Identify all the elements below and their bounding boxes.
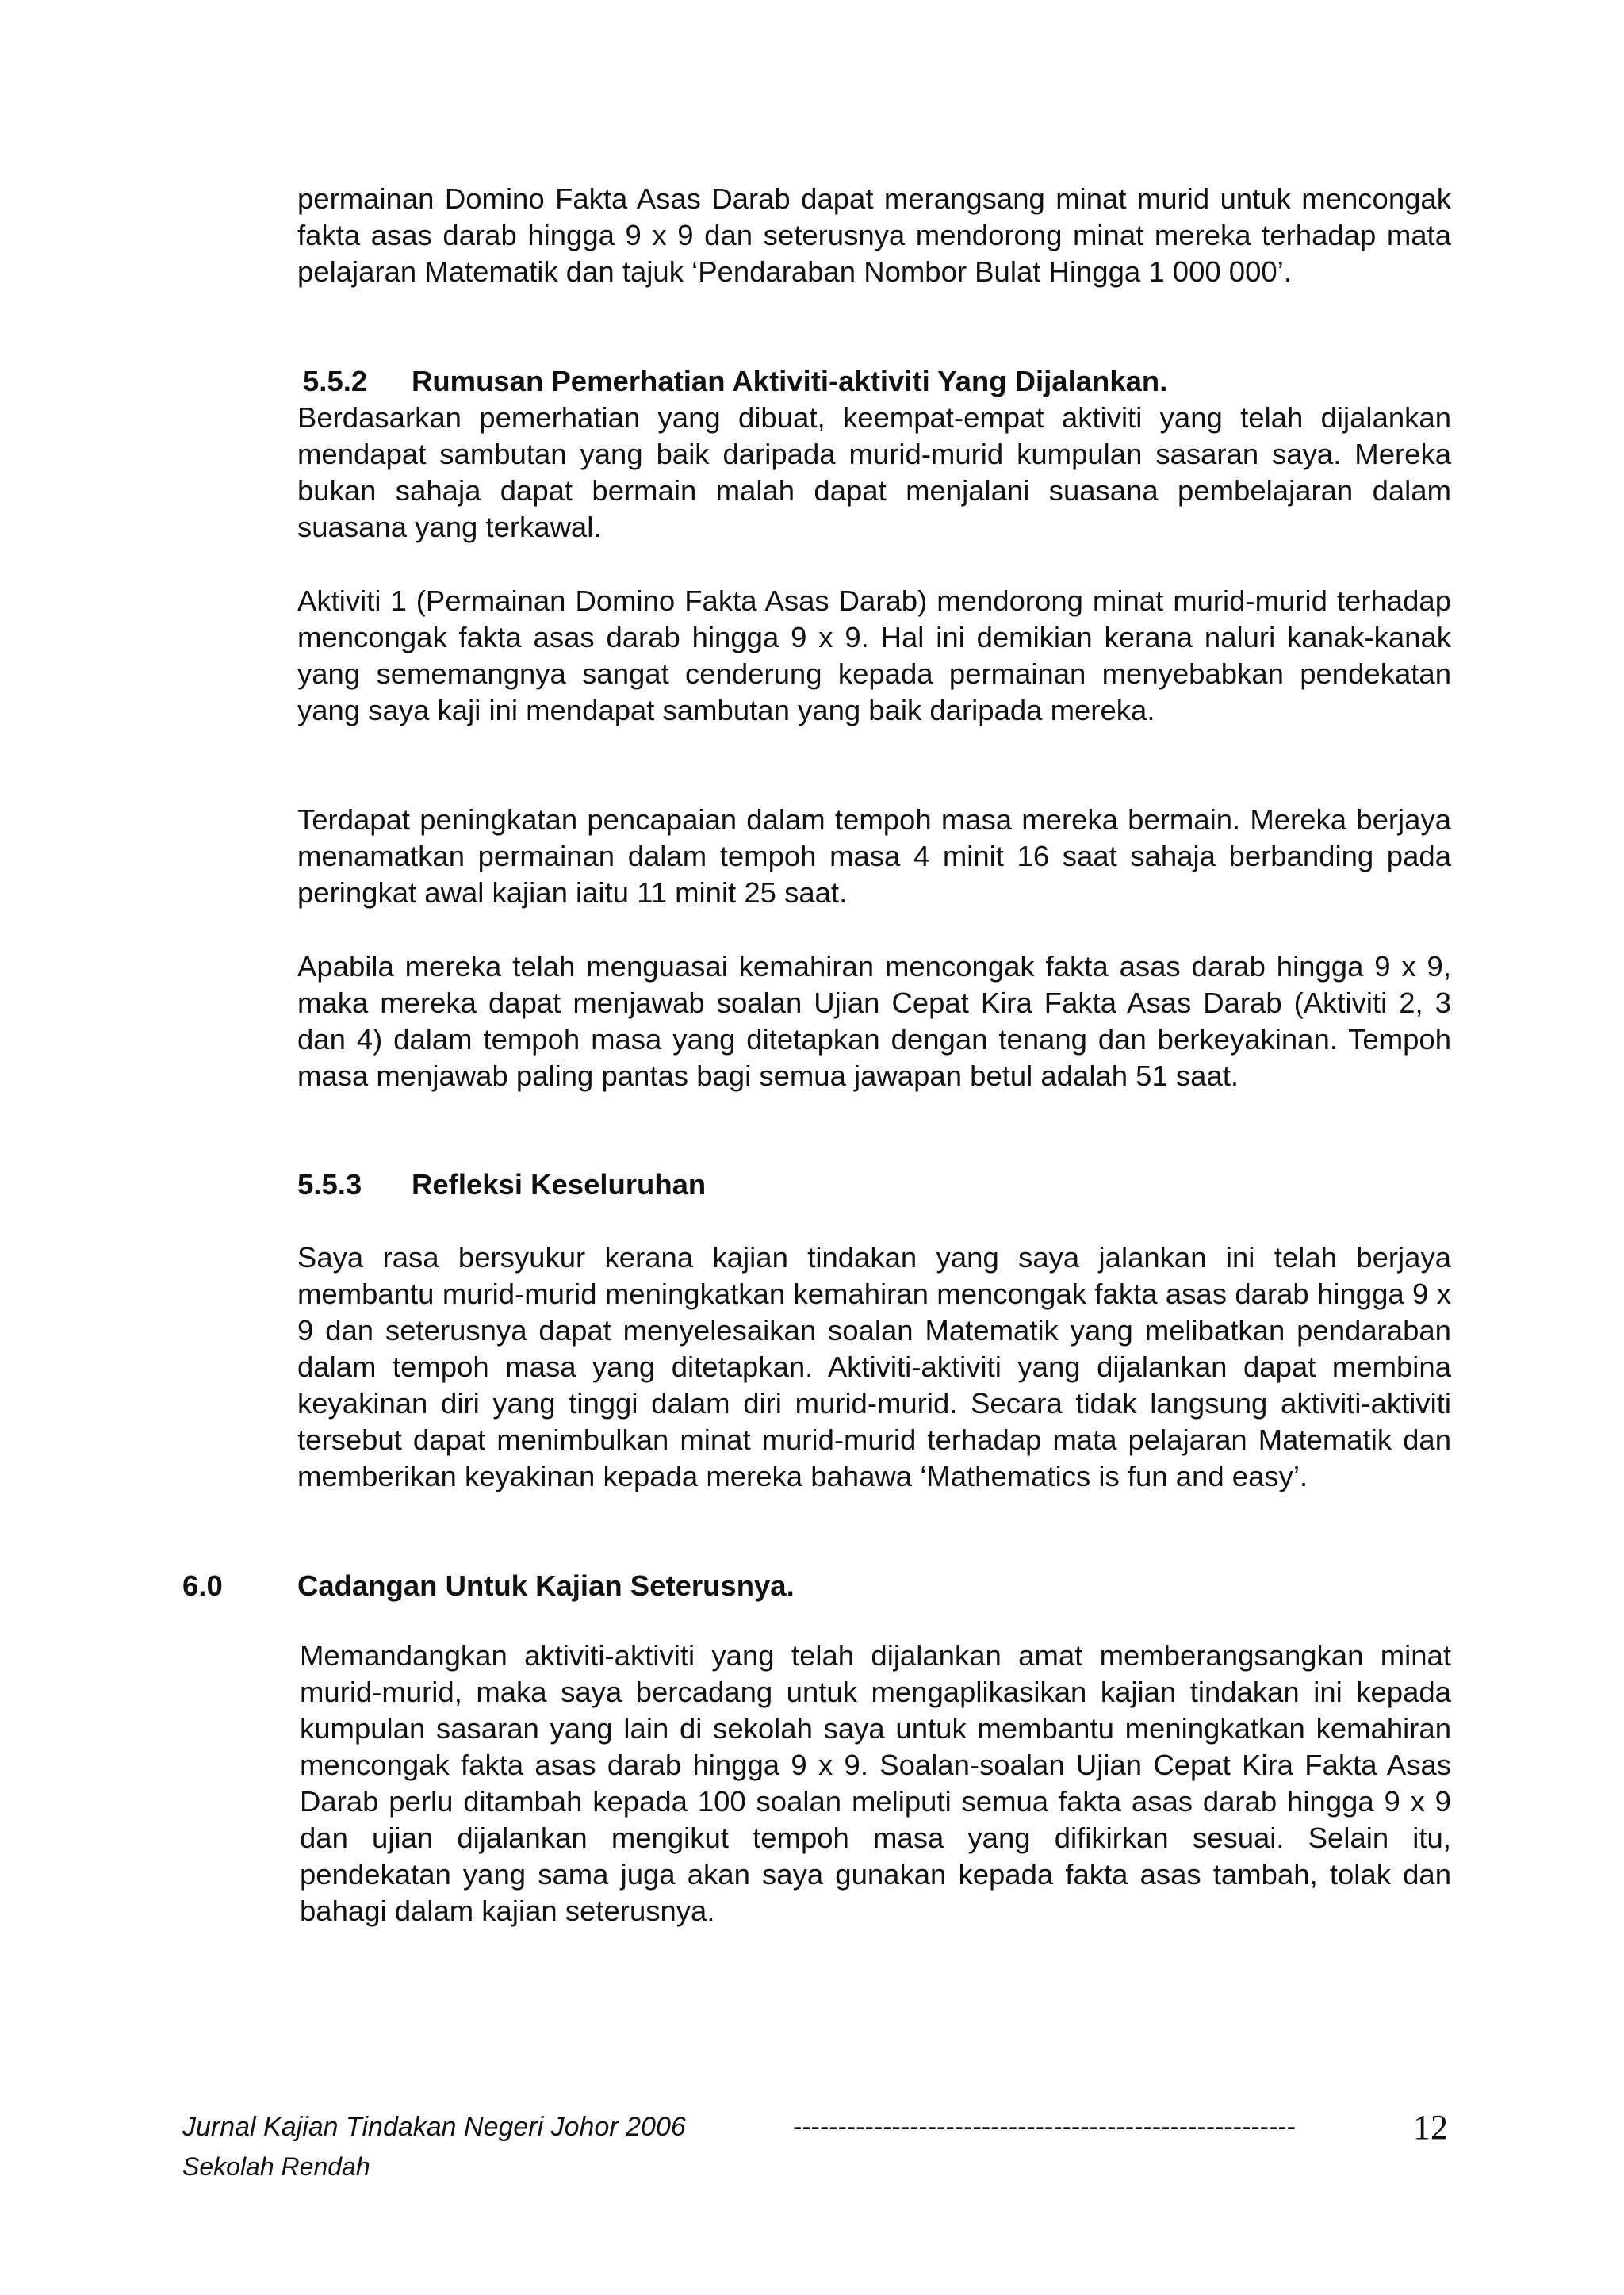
footer-subtitle: Sekolah Rendah bbox=[182, 2152, 370, 2181]
intro-text: permainan Domino Fakta Asas Darab dapat merangsang minat murid untuk mencongak fakta asas darab hingga 9 x 9 dan seterusnya mendorong minat mereka terhadap mata pelajaran Matematik dan tajuk ‘Pendaraban Nombor Bulat Hingga 1 000 000’. bbox=[297, 182, 1451, 288]
section-5-5-2-paragraph-1 bbox=[297, 400, 1451, 546]
paragraph-text: Berdasarkan pemerhatian yang dibuat, keempat-empat aktiviti yang telah dijalankan mendapat sambutan yang baik daripada murid-murid kumpulan sasaran saya. Mereka bukan sahaja dapat bermain malah dapat menjalani suasana pembelajaran dalam suasana yang terkawal. bbox=[297, 401, 1451, 543]
paragraph-text: Saya rasa bersyukur kerana kajian tindakan yang saya jalankan ini telah berjaya membantu murid-murid meningkatkan kemahiran mencongak fakta asas darab hingga 9 x 9 dan seterusnya dapat menyelesaikan soalan Matematik yang melibatkan pendaraban dalam tempoh masa yang ditetapkan. Aktiviti-aktiviti yang dijalankan dapat membina keyakinan diri yang tinggi dalam diri murid-murid. Secara tidak langsung aktiviti-aktiviti tersebut dapat menimbulkan minat murid-murid terhadap mata pelajaran Matematik dan memberikan keyakinan kepada mereka bahawa ‘Mathematics is fun and easy’. bbox=[297, 1241, 1451, 1492]
section-number: 5.5.3 bbox=[297, 1168, 362, 1201]
paragraph-text: Memandangkan aktiviti-aktiviti yang telah dijalankan amat memberangsangkan minat murid-murid, maka saya bercadang untuk mengaplikasikan kajian tindakan ini kepada kumpulan sasaran yang lain di sekolah saya untuk membantu meningkatkan kemahiran mencongak fakta asas darab hingga 9 x 9. Soalan-soalan Ujian Cepat Kira Fakta Asas Darab perlu ditambah kepada 100 soalan meliputi semua fakta asas darab hingga 9 x 9 dan ujian dijalankan mengikut tempoh masa yang difikirkan sesuai. Selain itu, pendekatan yang sama juga akan saya gunakan kepada fakta asas tambah, tolak dan bahagi dalam kajian seterusnya. bbox=[300, 1639, 1451, 1927]
section-number: 6.0 bbox=[182, 1569, 223, 1602]
section-title: Refleksi Keseluruhan bbox=[412, 1168, 707, 1201]
paragraph-text: Terdapat peningkatan pencapaian dalam tempoh masa mereka bermain. Mereka berjaya menamatkan permainan dalam tempoh masa 4 minit 16 saat sahaja berbanding pada peringkat awal kajian iaitu 11 minit 25 saat. bbox=[297, 803, 1451, 909]
section-5-5-3-paragraph-1 bbox=[297, 1239, 1451, 1495]
section-number: 5.5.2 bbox=[303, 365, 368, 397]
footer-dash-rule: -------------------------------------------------------- bbox=[793, 2112, 1297, 2142]
paragraph-text: Aktiviti 1 (Permainan Domino Fakta Asas Darab) mendorong minat murid-murid terhadap mencongak fakta asas darab hingga 9 x 9. Hal ini demikian kerana naluri kanak-kanak yang sememangnya sangat cenderung kepada permainan menyebabkan pendekatan yang saya kaji ini mendapat sambutan yang baik daripada mereka. bbox=[297, 584, 1451, 726]
paragraph-text: Apabila mereka telah menguasai kemahiran mencongak fakta asas darab hingga 9 x 9, maka mereka dapat menjawab soalan Ujian Cepat Kira Fakta Asas Darab (Aktiviti 2, 3 dan 4) dalam tempoh masa yang ditetapkan dengan tenang dan berkeyakinan. Tempoh masa menjawab paling pantas bagi semua jawapan betul adalah 51 saat. bbox=[297, 950, 1451, 1092]
section-5-5-2-paragraph-3 bbox=[297, 802, 1451, 911]
section-6-0-paragraph-1 bbox=[300, 1638, 1451, 1929]
footer-journal-title: Jurnal Kajian Tindakan Negeri Johor 2006 bbox=[182, 2112, 686, 2142]
page-number: 12 bbox=[1413, 2108, 1448, 2147]
section-5-5-2-paragraph-2 bbox=[297, 583, 1451, 729]
section-title: Cadangan Untuk Kajian Seterusnya. bbox=[297, 1569, 795, 1602]
section-5-5-2-paragraph-4 bbox=[297, 948, 1451, 1094]
intro-paragraph bbox=[297, 181, 1451, 290]
section-title: Rumusan Pemerhatian Aktiviti-aktiviti Yang Dijalankan. bbox=[412, 365, 1168, 397]
